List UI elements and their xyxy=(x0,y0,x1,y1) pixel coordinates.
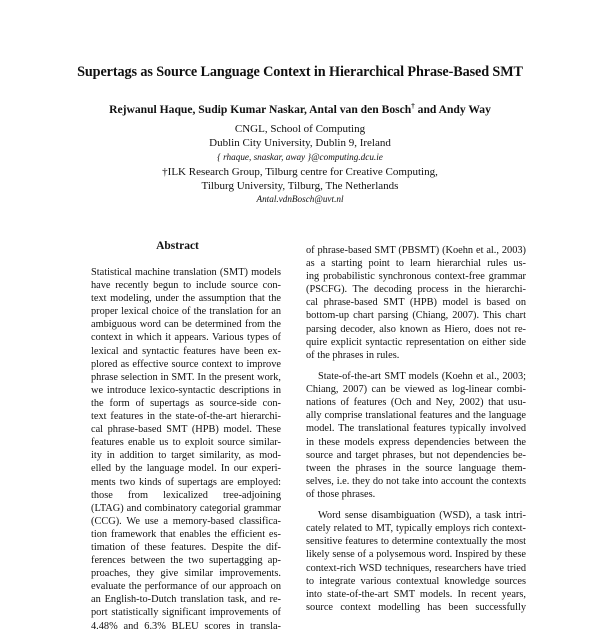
abstract-line: text modeling, under the assumption that the xyxy=(91,293,281,305)
body-line: State-of-the-art SMT models (Koehn et al., 2003; xyxy=(318,371,526,383)
body-line: source context modelling has been successfully xyxy=(306,601,526,613)
abstract-line: port statistically significant improvements of xyxy=(91,607,281,619)
body-line: in these models express dependencies between the xyxy=(306,436,526,448)
body-line: source and target phrases, but not dependencies be- xyxy=(306,449,526,461)
body-line: bottom-up chart parsing (Chiang, 2007). This chart xyxy=(306,310,526,322)
abstract-line: evaluate the performance of our approach on xyxy=(91,581,281,593)
body-line: cately related to MT, typically employs rich context- xyxy=(306,523,526,535)
body-line: Chiang, 2007) can be viewed as log-linear combi- xyxy=(306,384,526,396)
body-line: nations of features (Och and Ney, 2002) that usu- xyxy=(306,397,526,409)
body-line: Word sense disambiguation (WSD), a task intri- xyxy=(318,510,526,522)
body-line: ally comprise translational features and the language xyxy=(306,410,526,422)
affiliation-line: Antal.vdnBosch@uvt.nl xyxy=(256,194,344,204)
abstract-line: features enable us to exploit source similar- xyxy=(91,437,281,449)
paper-title: Supertags as Source Language Context in Hierarchical Phrase-Based SMT xyxy=(77,64,523,80)
abstract-line: timation of these features. Despite the dif- xyxy=(91,541,281,553)
body-line: cal phrase-based SMT (HPB) model is based on xyxy=(306,297,526,309)
body-line: tween the phrases in the source language them- xyxy=(306,462,526,474)
abstract-line: ments two kinds of supertags are employed: xyxy=(91,476,281,488)
affiliation-line: Dublin City University, Dublin 9, Ireland xyxy=(209,137,391,149)
abstract-line: cal phrase-based SMT (HPB) model. These xyxy=(91,424,281,436)
author-names-last: and Andy Way xyxy=(414,102,491,116)
abstract-line: context in which it appears. Various types of xyxy=(91,332,281,344)
abstract-line: ambiguous word can be determined from the xyxy=(91,319,281,331)
author-list xyxy=(0,102,600,116)
abstract-line: lexical and syntactic features have been ex- xyxy=(91,345,281,357)
affiliation-line: †ILK Research Group, Tilburg centre for Creative Computing, xyxy=(162,166,438,178)
body-line: likely sense of a polysemous word. Inspired by these xyxy=(306,549,526,561)
abstract-line: tion framework that enables the efficient es- xyxy=(91,528,281,540)
body-line: ing probabilistic synchronous context-free grammar xyxy=(306,271,526,283)
abstract-line: (LTAG) and combinatory categorial grammar xyxy=(91,502,281,514)
author-names-main: Rejwanul Haque, Sudip Kumar Naskar, Antal van den Bosch xyxy=(109,102,412,116)
body-line: context-rich WSD techniques, researchers have tried xyxy=(306,562,526,574)
body-line: of phrase-based SMT (PBSMT) (Koehn et al., 2003) xyxy=(306,245,526,256)
abstract-line: (CCG). We use a memory-based classifica- xyxy=(91,515,281,527)
affiliation-line: CNGL, School of Computing xyxy=(234,123,366,135)
body-line: of those phrases. xyxy=(306,488,376,500)
body-line: selves, i.e. they do not take into account the contexts xyxy=(306,475,526,487)
abstract-line: proper lexical choice of the translation for an xyxy=(91,306,281,318)
abstract-line: ity in addition to target similarity, as mod- xyxy=(91,450,281,462)
abstract-line: text features in the state-of-the-art hierarchi- xyxy=(91,411,281,423)
introduction-column xyxy=(306,244,526,614)
abstract-line: ferences between the two supertagging ap- xyxy=(91,555,281,567)
abstract-line: plored as effective source context to improve xyxy=(91,358,281,370)
abstract-line: Statistical machine translation (SMT) models xyxy=(91,267,281,278)
body-line: parsing decoder, also known as Hiero, does not re- xyxy=(306,323,526,335)
affiliation-line: Tilburg University, Tilburg, The Netherlands xyxy=(201,180,399,192)
body-line: into state-of-the-art SMT models. In recent years, xyxy=(306,588,526,600)
dagger-mark: † xyxy=(411,102,415,110)
body-line: model. The translational features typically involved xyxy=(306,423,526,435)
body-line: to integrate various contextual knowledge sources xyxy=(306,575,526,587)
body-line: as a starting point to learn hierarchial rules us- xyxy=(306,258,526,270)
abstract-heading: Abstract xyxy=(156,240,199,252)
abstract-line: proaches, they give similar improvements. xyxy=(91,568,281,580)
abstract-line: 4.48% and 6.3% BLEU scores in transla- xyxy=(91,620,281,632)
body-line: quire explicit syntactic representation on either side xyxy=(306,336,526,348)
abstract-line: we introduce lexico-syntactic descriptions in xyxy=(91,384,281,396)
abstract-line: elled by the language model. In our experi- xyxy=(91,463,281,475)
abstract-body xyxy=(91,266,281,633)
abstract-line: have recently begun to include source con- xyxy=(91,280,281,292)
abstract-line: phrase selection in SMT. In the present work, xyxy=(91,371,281,383)
abstract-line: those from lexicalized tree-adjoining xyxy=(91,489,281,501)
abstract-line: an English-to-Dutch translation task, and re- xyxy=(91,594,281,606)
affiliation-line: { rhaque, snaskar, away }@computing.dcu.ie xyxy=(217,152,383,162)
body-line: sensitive features to determine contextually the most xyxy=(306,536,526,548)
body-line: of the phrases in rules. xyxy=(306,349,400,361)
body-line: (PSCFG). The decoding process in the hierarchi- xyxy=(306,284,526,296)
abstract-line: the form of supertags as source-side con- xyxy=(91,397,281,409)
